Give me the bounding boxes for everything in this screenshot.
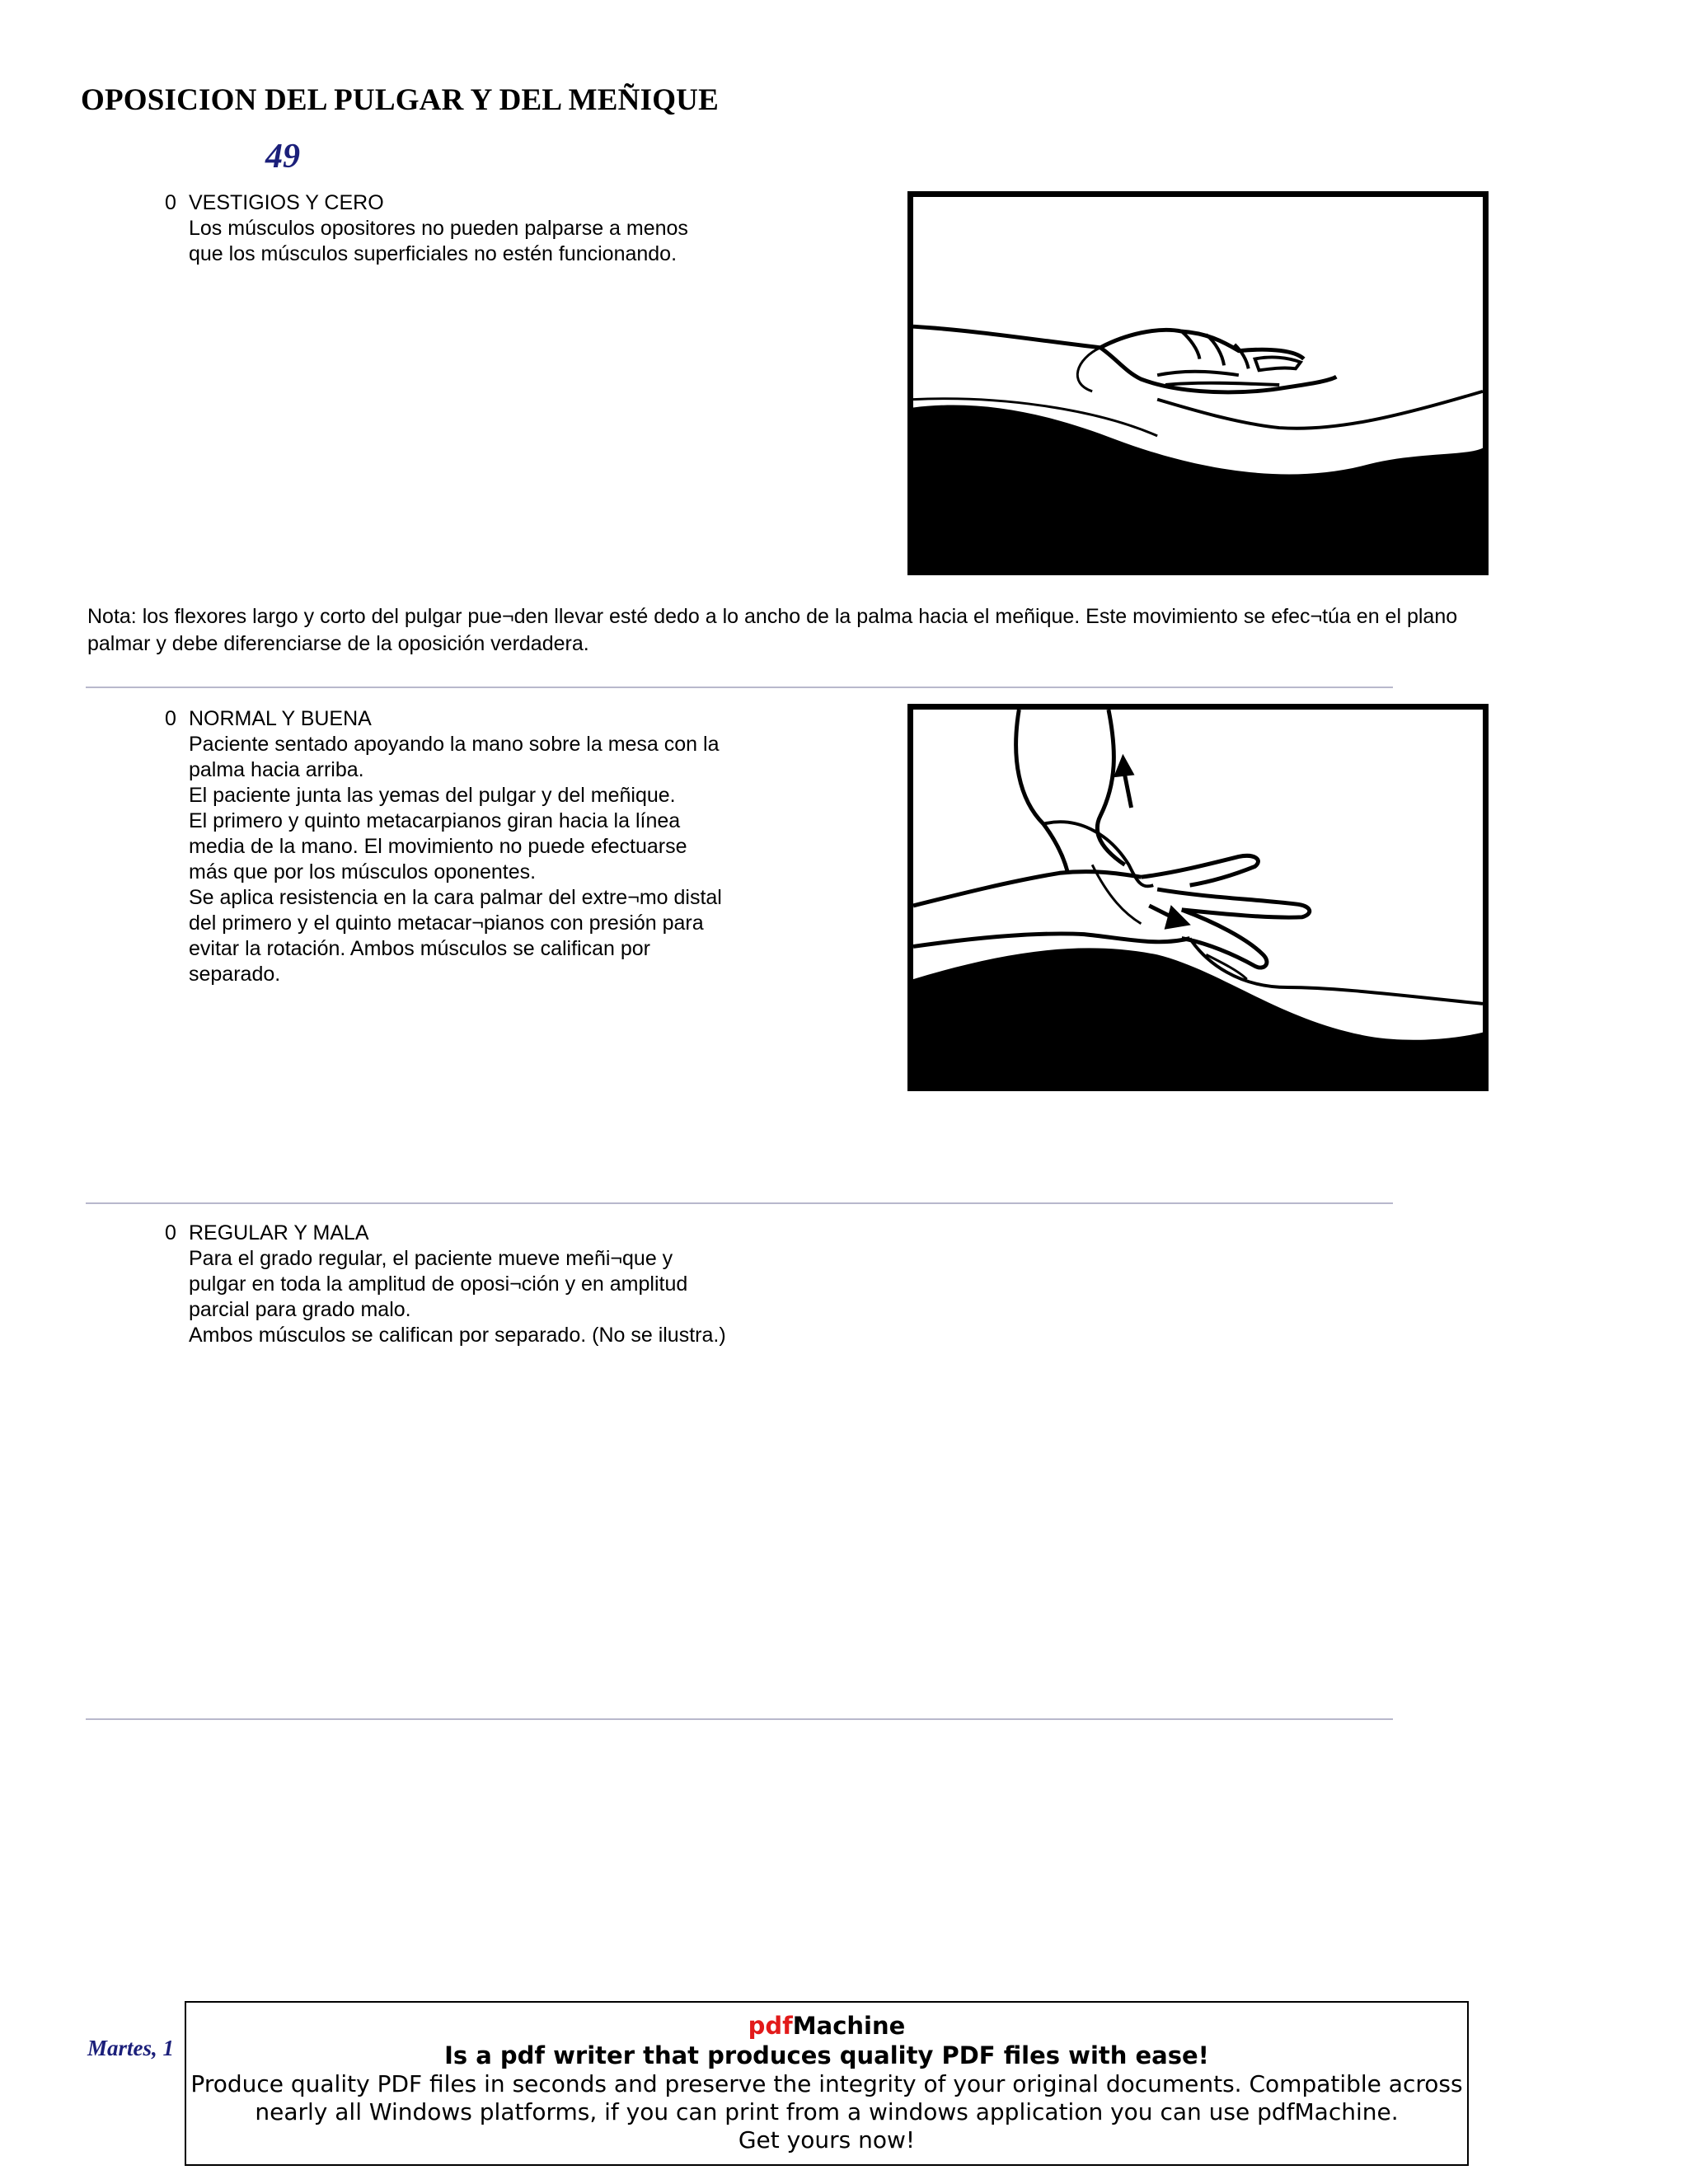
- grade-section-normal: [165, 706, 722, 987]
- grade-number: 0: [165, 191, 176, 214]
- grade-text-line: media de la mano. El movimiento no puede efectuarse: [189, 835, 687, 858]
- grade-text-line: Paciente sentado apoyando la mano sobre la mesa con la: [189, 733, 720, 756]
- page-number: 49: [265, 138, 300, 176]
- grade-heading: NORMAL Y BUENA: [189, 707, 372, 730]
- grade-text-line: Ambos músculos se califican por separado. (No se ilustra.): [189, 1324, 726, 1347]
- banner-body-line: nearly all Windows platforms, if you can print from a windows application you can use pdfMachine.: [255, 2098, 1399, 2125]
- grade-text-line: del primero y el quinto metacar¬pianos con presión para: [189, 912, 704, 935]
- banner-call-to-action: Get yours now!: [738, 2126, 916, 2154]
- grade-text-line: más que por los músculos oponentes.: [189, 860, 537, 883]
- grade-text-line: parcial para grado malo.: [189, 1298, 411, 1321]
- banner-brand: [186, 2011, 1467, 2041]
- footer-date: Martes, 1: [87, 2036, 175, 2060]
- banner-tagline: Is a pdf writer that produces quality PDF files with ease!: [444, 2041, 1209, 2069]
- page-title: OPOSICION DEL PULGAR Y DEL MEÑIQUE: [81, 83, 719, 117]
- illustration-hand-palpation: [907, 191, 1489, 575]
- grade-text-line: El paciente junta las yemas del pulgar y del meñique.: [189, 784, 676, 807]
- grade-text-line: palma hacia arriba.: [189, 758, 364, 781]
- grade-text-line: Se aplica resistencia en la cara palmar del extre¬mo distal: [189, 886, 722, 909]
- grade-heading: REGULAR Y MALA: [189, 1221, 369, 1244]
- grade-section-regular: [165, 1221, 726, 1348]
- note-text: Nota: los flexores largo y corto del pulgar pue¬den llevar esté dedo a lo ancho de la palma hacia el meñique. Este movimiento se efec¬túa en el plano palmar y debe diferenciarse de la oposición verdadera.: [87, 605, 1458, 655]
- banner-body-line: Produce quality PDF files in seconds and preserve the integrity of your original documents. Compatible across: [190, 2070, 1463, 2097]
- illustration-thumb-little-finger-opposition: [907, 704, 1489, 1091]
- grade-text-line: separado.: [189, 963, 281, 986]
- grade-number: 0: [165, 1221, 176, 1244]
- grade-text-line: evitar la rotación. Ambos músculos se califican por: [189, 937, 650, 960]
- grade-heading-row: [165, 190, 688, 216]
- brand-prefix: pdf: [748, 2012, 793, 2040]
- grade-section-vestigios: [165, 190, 688, 267]
- grade-text-line: que los músculos superficiales no estén funcionando.: [189, 242, 678, 265]
- grade-heading-row: [165, 1221, 726, 1246]
- section-divider: [86, 1718, 1393, 1720]
- grade-text-line: Para el grado regular, el paciente mueve meñi¬que y: [189, 1247, 673, 1270]
- grade-text-line: pulgar en toda la amplitud de oposi¬ción y en amplitud: [189, 1272, 688, 1296]
- brand-suffix: Machine: [792, 2012, 906, 2040]
- opposition-drawing: [913, 710, 1483, 1085]
- grade-text-line: El primero y quinto metacarpianos giran hacia la línea: [189, 809, 681, 832]
- grade-heading-row: [165, 706, 722, 732]
- pdfmachine-banner: [185, 2001, 1469, 2166]
- grade-number: 0: [165, 707, 176, 730]
- hand-palpation-drawing: [913, 197, 1483, 569]
- section-divider: [86, 687, 1393, 688]
- grade-heading: VESTIGIOS Y CERO: [189, 191, 384, 214]
- grade-text-line: Los músculos opositores no pueden palparse a menos: [189, 217, 688, 240]
- section-divider: [86, 1202, 1393, 1204]
